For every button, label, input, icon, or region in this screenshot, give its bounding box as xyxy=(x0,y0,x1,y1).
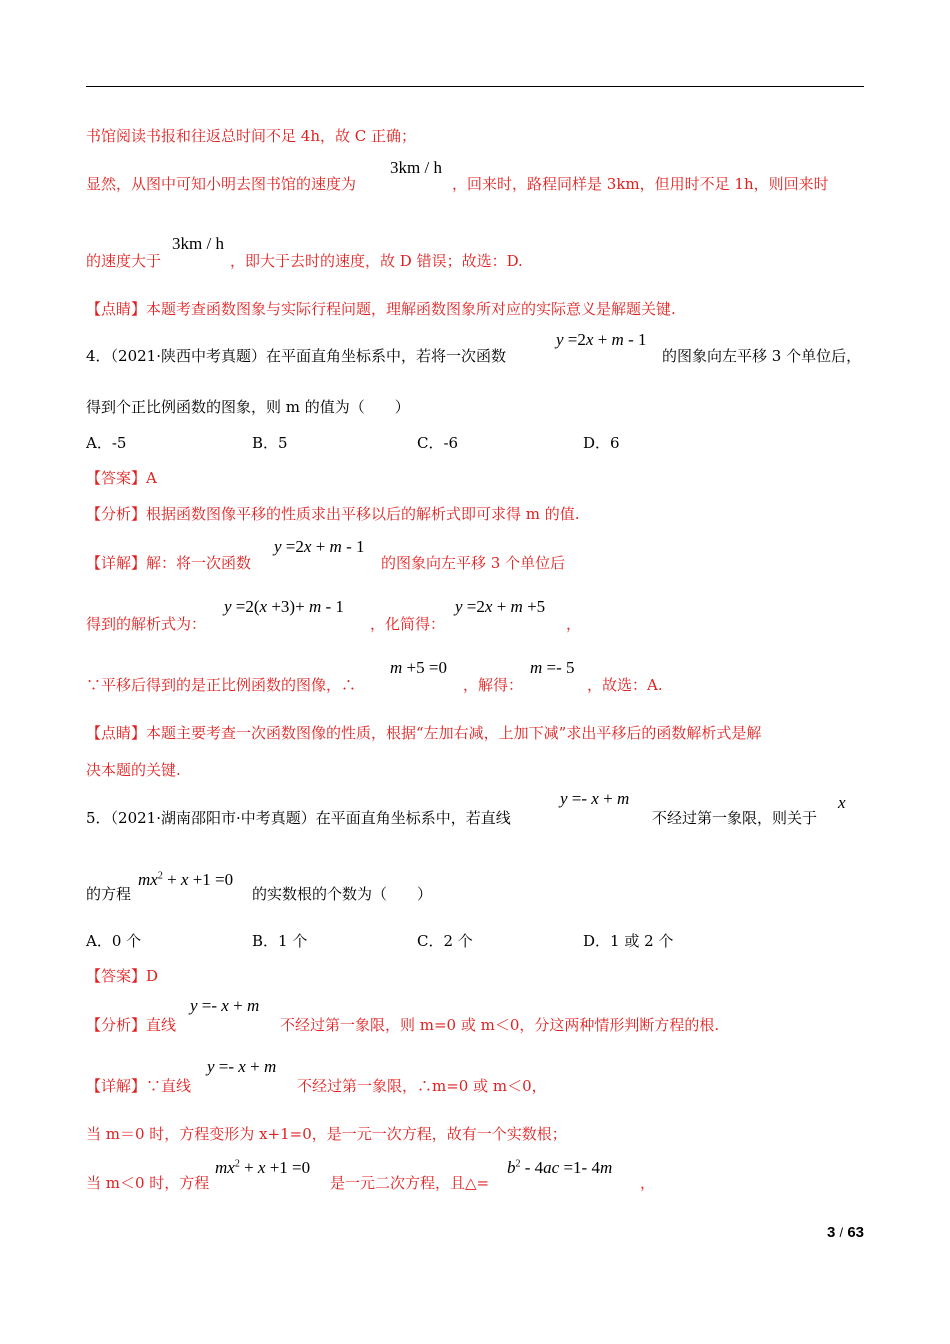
text-line: 显然，从图中可知小明去图书馆的速度为 xyxy=(86,175,357,193)
question-stem: 得到个正比例函数的图象，则 m 的值为（ ） xyxy=(86,398,410,416)
option-b: B．5 xyxy=(252,434,288,452)
question-stem: 的实数根的个数为（ ） xyxy=(252,885,433,903)
text-line: 【点睛】本题考查函数图象与实际行程问题，理解函数图象所对应的实际意义是解题关键. xyxy=(86,300,676,318)
math-expression: y =2x + m - 1 xyxy=(556,330,647,349)
text-line: ，回来时，路程同样是 3km，但用时不足 1h，则回来时 xyxy=(452,175,829,193)
question-stem: 5．（2021·湖南邵阳市·中考真题）在平面直角坐标系中，若直线 xyxy=(86,809,511,827)
math-expression: y =- x + m xyxy=(560,789,630,808)
page-number xyxy=(827,1224,864,1241)
math-expression: 3km / h xyxy=(172,234,224,253)
option-d: D．6 xyxy=(583,434,620,452)
question-stem: 不经过第一象限，则关于 xyxy=(652,809,818,827)
math-expression: 3km / h xyxy=(390,158,442,177)
question-stem: 的方程 xyxy=(86,885,132,903)
analysis-text: 【分析】直线 xyxy=(86,1016,177,1034)
analysis-text: 【分析】根据函数图像平移的性质求出平移以后的解析式即可求得 m 的值. xyxy=(86,505,580,523)
header-rule xyxy=(86,86,864,87)
detail-text: ，故选：A. xyxy=(587,676,663,694)
math-expression: $mx^2 + x +1 =0$ xyxy=(138,870,234,889)
page-total: 63 xyxy=(847,1224,864,1241)
math-expression: y =- x + m xyxy=(190,996,260,1015)
math-expression: $mx^2 + x +1 =0$ xyxy=(215,1158,311,1177)
math-expression: m +5 =0 xyxy=(390,658,447,677)
analysis-text: 不经过第一象限，则 m=0 或 m＜0，分这两种情形判断方程的根. xyxy=(280,1016,720,1034)
answer-label: 【答案】A xyxy=(86,469,157,487)
detail-text: ，化简得： xyxy=(370,615,446,633)
detail-text: 【详解】∵直线 xyxy=(86,1077,192,1095)
option-a: A．0 个 xyxy=(86,932,142,950)
detail-text: ， xyxy=(566,615,582,633)
math-expression: $b^2 - 4ac =1-$ 4m xyxy=(507,1158,613,1177)
text-line: 的速度大于 xyxy=(86,252,162,270)
comment-text: 【点睛】本题主要考查一次函数图像的性质，根据“左加右减，上加下减”求出平移后的函数解析式是解 xyxy=(86,724,762,742)
text-line: 书馆阅读书报和往返总时间不足 4h，故 C 正确； xyxy=(86,127,416,145)
detail-text: 得到的解析式为： xyxy=(86,615,207,633)
math-expression: y =- x + m xyxy=(207,1057,277,1076)
option-c: C．-6 xyxy=(417,434,459,452)
page-current: 3 xyxy=(827,1224,836,1241)
math-expression: y =2x + m +5 xyxy=(455,597,546,616)
option-c: C．2 个 xyxy=(417,932,473,950)
question-stem: 的图象向左平移 3 个单位后， xyxy=(662,347,862,365)
math-expression: m =- 5 xyxy=(530,658,575,677)
option-a: A．-5 xyxy=(86,434,127,452)
detail-text: 不经过第一象限，∴m=0 或 m＜0， xyxy=(297,1077,547,1095)
page-separator: / xyxy=(839,1225,844,1240)
detail-text: ，解得： xyxy=(463,676,524,694)
text-line: ，即大于去时的速度，故 D 错误；故选：D. xyxy=(230,252,523,270)
math-variable: x xyxy=(838,793,846,812)
math-expression: y =2x + m - 1 xyxy=(274,537,365,556)
detail-text: ， xyxy=(640,1174,656,1192)
math-expression: y =2(x +3)+ m - 1 xyxy=(224,597,344,616)
detail-text: 是一元二次方程，且△= xyxy=(330,1174,490,1192)
option-d: D．1 或 2 个 xyxy=(583,932,674,950)
answer-label: 【答案】D xyxy=(86,967,159,985)
detail-text: 【详解】解：将一次函数 xyxy=(86,554,252,572)
detail-text: 当 m＝0 时，方程变形为 x+1=0，是一元一次方程，故有一个实数根； xyxy=(86,1125,567,1143)
question-stem: 4．（2021·陕西中考真题）在平面直角坐标系中，若将一次函数 xyxy=(86,347,506,365)
comment-text: 决本题的关键. xyxy=(86,761,181,779)
detail-text: ∵平移后得到的是正比例函数的图像，∴ xyxy=(86,676,357,694)
detail-text: 的图象向左平移 3 个单位后 xyxy=(381,554,566,572)
option-b: B．1 个 xyxy=(252,932,308,950)
detail-text: 当 m＜0 时，方程 xyxy=(86,1174,210,1192)
